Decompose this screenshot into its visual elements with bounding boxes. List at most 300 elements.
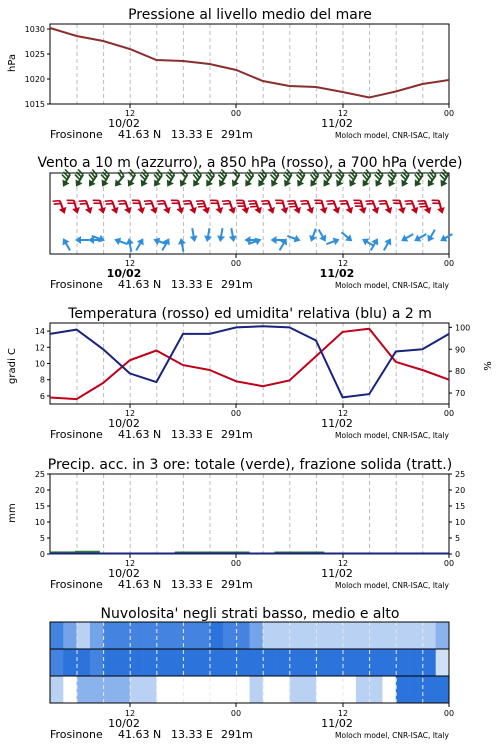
location-lat: 41.63 N — [118, 728, 162, 741]
wind-barb — [357, 170, 375, 189]
cloud-cell — [263, 622, 277, 649]
cloud-cell — [117, 676, 131, 703]
cloud-cell — [130, 622, 144, 649]
wind-barb — [93, 197, 108, 215]
cloud-plot — [50, 622, 449, 707]
cloud-cell — [303, 649, 317, 676]
cloud-cell — [343, 676, 357, 703]
barb-head — [113, 236, 121, 246]
x-tick: 12 — [337, 109, 349, 118]
cloud-cell — [143, 649, 157, 676]
x-tick: 12 — [337, 409, 349, 418]
wind-barb — [159, 236, 173, 252]
barb-head — [216, 207, 225, 215]
cloud-cell — [223, 622, 237, 649]
cloud-cell — [356, 676, 370, 703]
y-tick-label: 25 — [34, 470, 45, 479]
x-tick: 00 — [443, 259, 455, 268]
barb-feather — [248, 199, 255, 203]
y-right-tick-label: 80 — [455, 367, 466, 377]
cloud-cell — [156, 622, 170, 649]
x-tick: 12 — [337, 709, 349, 718]
cloud-cell — [196, 676, 210, 703]
wind-barb — [183, 197, 199, 216]
barb-head — [399, 235, 408, 245]
barb-feather — [432, 198, 439, 202]
x-date: 10/02 — [108, 117, 140, 130]
cloud-cell — [77, 649, 91, 676]
wind-barb — [157, 197, 173, 216]
barb-head — [98, 207, 107, 215]
wind-barb — [210, 197, 225, 215]
model-label: Moloch model, CNR-ISAC, Italy — [335, 731, 449, 740]
barb-head — [333, 180, 343, 189]
wind-barb — [315, 228, 329, 244]
barb-head — [281, 207, 290, 215]
barb-feather — [105, 199, 112, 203]
y-tick-label: 1025 — [24, 50, 45, 59]
y-right-tick-label: 10 — [455, 518, 466, 527]
wind-barb — [418, 197, 434, 216]
wind-barb — [70, 169, 88, 188]
barb-head — [385, 180, 395, 189]
barb-head — [398, 180, 408, 189]
cloud-panel — [50, 606, 454, 741]
wind-barb — [300, 197, 316, 216]
barb-head — [60, 180, 70, 189]
cloud-x-axis — [108, 709, 454, 730]
barb-head — [190, 235, 199, 242]
wind-barb — [412, 231, 428, 245]
cloud-cell — [250, 649, 264, 676]
wind-barb — [422, 170, 440, 189]
location-name: Frosinone — [50, 278, 103, 291]
wind-barb — [171, 197, 186, 215]
cloud-cell — [409, 649, 423, 676]
barb-head — [229, 180, 239, 189]
wind-barb — [187, 170, 205, 189]
x-tick: 12 — [124, 709, 136, 718]
x-tick: 00 — [443, 409, 455, 418]
cloud-cell — [276, 676, 290, 703]
cloud-cell — [77, 622, 91, 649]
rh-line — [50, 326, 449, 397]
wind-barb — [424, 228, 438, 244]
wind-barb — [240, 170, 258, 189]
wind-barb — [248, 197, 264, 216]
wind-barb — [213, 169, 231, 188]
barb-head — [360, 236, 369, 246]
cloud-cell — [289, 676, 303, 703]
wind-barb — [174, 169, 192, 188]
cloud-cell — [316, 622, 330, 649]
model-label: Moloch model, CNR-ISAC, Italy — [335, 131, 449, 140]
barb-head — [294, 180, 304, 189]
wind-barb — [261, 197, 277, 216]
x-tick: 12 — [337, 559, 349, 568]
wind-barb — [113, 236, 129, 248]
barb-head — [268, 180, 278, 189]
wind-barb — [118, 197, 134, 216]
cloud-cell — [422, 649, 436, 676]
barb-head — [438, 180, 448, 189]
cloud-cell — [236, 649, 250, 676]
wind-barb — [133, 236, 147, 252]
barb-head — [280, 236, 290, 245]
wind-barb — [200, 170, 218, 189]
wind-barb — [196, 197, 212, 216]
cloud-cell — [329, 622, 343, 649]
barb-feather — [261, 199, 268, 203]
location-lon: 13.33 E — [171, 578, 213, 591]
barb-head — [137, 236, 147, 245]
barb-head — [438, 235, 447, 245]
x-tick: 00 — [230, 409, 242, 418]
y-tick-label: 1030 — [24, 25, 45, 34]
barb-head — [372, 207, 382, 215]
barb-head — [411, 207, 421, 215]
wind-barb — [53, 197, 69, 216]
barb-head — [412, 235, 421, 245]
y-right-tick-label: 15 — [455, 502, 466, 511]
barb-feather — [275, 198, 282, 202]
barb-head — [59, 207, 69, 215]
cloud-cell — [369, 622, 383, 649]
barb-feather — [222, 199, 229, 203]
temp-rh-title: Temperatura (rosso) ed umidita' relativa (blu) a 2 m — [68, 306, 432, 322]
barb-feather — [405, 199, 412, 203]
cloud-cell — [77, 676, 91, 703]
barb-head — [176, 207, 185, 215]
wind-barb — [432, 197, 447, 215]
cloud-cell — [143, 676, 157, 703]
cloud-cell — [422, 622, 436, 649]
y-tick-label: 10 — [34, 518, 45, 527]
precip-ylabel: mm — [7, 503, 18, 523]
wind-barb — [325, 236, 341, 248]
barb-head — [203, 235, 212, 242]
wind-barb — [307, 227, 319, 243]
pressure-plot — [25, 24, 449, 109]
barb-feather — [418, 199, 425, 203]
wind-barb — [344, 169, 362, 188]
precip-title: Precip. acc. in 3 ore: totale (verde), frazione solida (tratt.) — [47, 457, 453, 473]
cloud-cell — [316, 676, 330, 703]
x-date: 11/02 — [321, 417, 353, 430]
x-date: 10/02 — [108, 717, 140, 730]
wind-barb — [378, 197, 394, 216]
barb-head — [271, 236, 277, 244]
wind-x-axis — [107, 259, 454, 280]
x-tick: 12 — [124, 109, 136, 118]
pressure-ylabel: hPa — [7, 53, 18, 73]
location-alt: 291m — [221, 128, 253, 141]
wind-barb — [60, 236, 74, 252]
cloud-cell — [170, 622, 184, 649]
wind-barb — [305, 170, 323, 189]
temp-rh-plot — [35, 323, 470, 408]
wind-barb — [370, 169, 388, 188]
wind-barb — [383, 169, 401, 188]
cloud-cell — [329, 649, 343, 676]
barb-feather — [300, 199, 307, 203]
x-tick: 00 — [443, 109, 455, 118]
location-lat: 41.63 N — [118, 128, 162, 141]
cloud-cell — [396, 676, 410, 703]
model-label: Moloch model, CNR-ISAC, Italy — [335, 281, 449, 290]
wind-barb — [438, 231, 454, 245]
cloud-cell — [422, 676, 436, 703]
location-name: Frosinone — [50, 428, 103, 441]
cloud-cell — [316, 649, 330, 676]
location-name: Frosinone — [50, 128, 103, 141]
y-tick-label: 12 — [34, 343, 45, 353]
cloud-cell — [90, 622, 104, 649]
barb-feather — [326, 199, 333, 203]
y-right-tick-label: 70 — [455, 389, 466, 399]
barb-head — [189, 207, 199, 215]
y-tick-label: 10 — [34, 359, 45, 369]
x-date: 11/02 — [319, 267, 355, 280]
location-alt: 291m — [221, 428, 253, 441]
cloud-cell — [343, 649, 357, 676]
barb-head — [346, 207, 356, 215]
cloud-cell — [103, 622, 117, 649]
barb-head — [216, 235, 225, 242]
barb-head — [85, 207, 95, 215]
cloud-cell — [396, 649, 410, 676]
wind-barb — [161, 169, 179, 188]
y-right-tick-label: 90 — [455, 345, 466, 355]
x-tick: 00 — [230, 259, 242, 268]
cloud-cell — [170, 649, 184, 676]
barb-head — [152, 236, 160, 246]
wind-barb — [314, 197, 329, 215]
cloud-cell — [263, 676, 277, 703]
y-right-tick-label: 0 — [455, 550, 461, 559]
wind-barb — [339, 229, 355, 244]
x-tick: 00 — [230, 709, 242, 718]
y-tick-label: 15 — [34, 502, 45, 511]
location-lon: 13.33 E — [171, 128, 213, 141]
x-tick: 00 — [230, 109, 242, 118]
barb-head — [111, 207, 121, 215]
cloud-cell — [276, 649, 290, 676]
wind-barb — [405, 197, 421, 216]
wind-barb — [79, 197, 95, 216]
barb-feather — [171, 198, 178, 202]
x-date: 10/02 — [106, 267, 142, 280]
x-tick: 00 — [443, 709, 455, 718]
cloud-cell — [63, 649, 77, 676]
wind-barb — [279, 169, 297, 188]
cloud-cell — [117, 622, 131, 649]
location-alt: 291m — [221, 578, 253, 591]
pressure-x-axis — [108, 109, 454, 130]
cloud-cell — [436, 649, 450, 676]
cloud-cell — [183, 676, 197, 703]
location-lon: 13.33 E — [171, 728, 213, 741]
temp-ylabel: gradi C — [7, 348, 18, 384]
cloud-cell — [356, 622, 370, 649]
barb-head — [124, 207, 134, 215]
location-lon: 13.33 E — [171, 428, 213, 441]
location-lat: 41.63 N — [118, 278, 162, 291]
cloud-cell — [63, 622, 77, 649]
cloud-cell — [130, 649, 144, 676]
wind-barb — [326, 197, 342, 216]
barb-head — [216, 180, 226, 189]
barb-head — [307, 207, 317, 215]
cloud-cell — [369, 649, 383, 676]
barb-head — [333, 236, 341, 246]
y-tick-label: 20 — [34, 486, 45, 495]
cloud-cell — [409, 676, 423, 703]
y-right-tick-label: 25 — [455, 470, 466, 479]
location-alt: 291m — [221, 728, 253, 741]
cloud-cell — [210, 649, 224, 676]
barb-head — [346, 180, 356, 189]
rh-ylabel: % — [483, 361, 494, 371]
barb-head — [424, 207, 434, 215]
wind-barb — [132, 197, 147, 215]
location-name: Frosinone — [50, 728, 103, 741]
y-tick-label: 1015 — [24, 100, 45, 109]
cloud-cell — [343, 622, 357, 649]
barb-head — [398, 207, 407, 215]
x-tick: 00 — [443, 559, 455, 568]
wind-barb — [396, 169, 414, 188]
precip-panel — [7, 457, 465, 591]
x-date: 11/02 — [321, 717, 353, 730]
wind-barb — [409, 170, 427, 189]
wind-barb — [222, 197, 238, 216]
cloud-cell — [223, 676, 237, 703]
plot-frame — [50, 474, 449, 554]
cloud-cell — [303, 622, 317, 649]
model-label: Moloch model, CNR-ISAC, Italy — [335, 431, 449, 440]
cloud-cell — [236, 622, 250, 649]
cloud-cell — [103, 649, 117, 676]
barb-head — [164, 180, 174, 189]
pressure-title: Pressione al livello medio del mare — [128, 7, 372, 23]
wind-barb — [216, 227, 226, 242]
barb-head — [163, 207, 173, 215]
barb-head — [254, 207, 264, 215]
barb-feather — [79, 199, 86, 203]
y-right-tick-label: 100 — [455, 323, 471, 333]
wind-barb — [148, 170, 166, 189]
wind-barb — [236, 197, 251, 215]
barb-head — [293, 235, 301, 245]
barb-feather — [314, 198, 321, 202]
barb-head — [293, 207, 303, 215]
cloud-cell — [303, 676, 317, 703]
barb-feather — [67, 198, 74, 202]
barb-feather — [53, 199, 60, 203]
wind-plot — [50, 169, 454, 258]
barb-head — [384, 236, 394, 245]
cloud-cell — [63, 676, 77, 703]
cloud-cell — [196, 622, 210, 649]
barb-feather — [157, 199, 164, 203]
cloud-cell — [156, 649, 170, 676]
wind-barb — [177, 237, 187, 252]
cloud-cell — [383, 622, 397, 649]
barb-feather — [183, 199, 190, 203]
pressure-panel — [7, 7, 454, 141]
cloud-cell — [289, 649, 303, 676]
barb-head — [150, 207, 160, 215]
cloud-cell — [383, 676, 397, 703]
cloud-cell — [196, 649, 210, 676]
x-date: 10/02 — [108, 567, 140, 580]
barb-head — [267, 207, 277, 215]
cloud-cell — [263, 649, 277, 676]
wind-barb — [125, 237, 135, 252]
x-tick: 12 — [124, 409, 136, 418]
barb-head — [359, 207, 368, 215]
wind-barb — [67, 197, 82, 215]
barb-head — [60, 236, 70, 245]
wind-barb — [203, 227, 213, 242]
barb-head — [307, 235, 317, 243]
wind-barb — [144, 197, 160, 216]
wind-barb — [96, 169, 114, 188]
barb-feather — [287, 199, 294, 203]
barb-feather — [210, 198, 217, 202]
temp-x-axis — [108, 409, 454, 430]
wind-barb — [253, 170, 271, 189]
barb-feather — [196, 199, 203, 203]
x-date: 11/02 — [321, 567, 353, 580]
wind-barb — [275, 197, 290, 215]
cloud-cell — [250, 676, 264, 703]
cloud-cell — [436, 622, 450, 649]
barb-feather — [144, 199, 151, 203]
cloud-title: Nuvolosita' negli strati basso, medio e alto — [100, 606, 400, 622]
y-right-tick-label: 20 — [455, 486, 466, 495]
wind-title: Vento a 10 m (azzurro), a 850 hPa (rosso), a 700 hPa (verde) — [37, 155, 463, 171]
barb-head — [75, 236, 81, 244]
wind-barb — [276, 236, 290, 252]
cloud-cell — [103, 676, 117, 703]
cloud-cell — [183, 649, 197, 676]
cloud-cell — [396, 622, 410, 649]
cloud-cell — [383, 649, 397, 676]
wind-barb — [339, 197, 355, 216]
barb-head — [137, 207, 146, 215]
cloud-cell — [289, 622, 303, 649]
y-right-tick-label: 5 — [455, 534, 461, 543]
wind-barb — [435, 169, 453, 188]
wind-panel — [37, 155, 462, 291]
wind-barb — [135, 169, 153, 188]
x-tick: 12 — [124, 259, 136, 268]
temp-rh-panel — [7, 306, 494, 441]
barb-head — [385, 207, 395, 215]
barb-feather — [93, 198, 100, 202]
wind-barb — [331, 169, 349, 188]
barb-feather — [132, 198, 139, 202]
barb-head — [372, 180, 382, 189]
barb-feather — [365, 199, 372, 203]
barb-feather — [378, 199, 385, 203]
cloud-cell — [183, 622, 197, 649]
cloud-cell — [210, 622, 224, 649]
barb-head — [319, 235, 329, 244]
wind-barb — [226, 169, 244, 188]
